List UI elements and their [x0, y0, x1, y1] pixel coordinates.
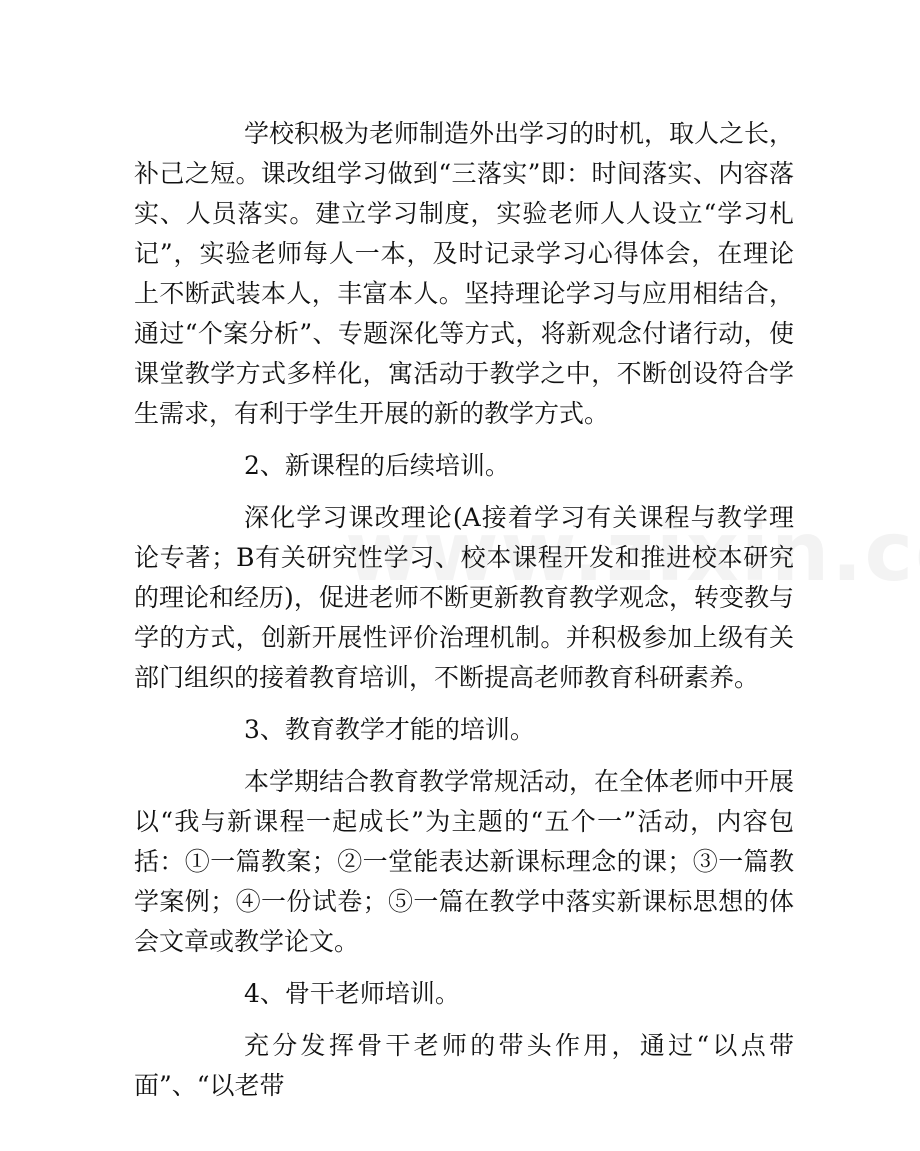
section-heading-2: 2、新课程的后续培训。 [244, 451, 510, 480]
body-paragraph: 充分发挥骨干老师的带头作用，通过“以点带面”、“以老带 [134, 1031, 794, 1100]
body-paragraph: 学校积极为老师制造外出学习的时机，取人之长，补己之短。课改组学习做到“三落实”即：时间落实、内容落实、人员落实。建立学习制度，实验老师人人设立“学习札记”，实验老师每人一本，及时记录学习心得体会，在理论上不断武装本人，丰富本人。坚持理论学习与应用相结合，通过“个案分析”、专题深化等方式，将新观念付诸行动，使课堂教学方式多样化，寓活动于教学之中，不断创设符合学生需求，有利于学生开展的新的教学方式。 [134, 119, 795, 428]
section-heading-4: 4、骨干老师培训。 [244, 979, 460, 1008]
document-body [134, 114, 794, 1106]
body-paragraph: 本学期结合教育教学常规活动，在全体老师中开展以“我与新课程一起成长”为主题的“五个一”活动，内容包括：①一篇教案；②一堂能表达新课标理念的课；③一篇教学案例；④一份试卷；⑤一篇在教学中落实新课标思想的体会文章或教学论文。 [134, 767, 795, 956]
section-heading-3: 3、教育教学才能的培训。 [244, 715, 535, 744]
body-paragraph: 深化学习课改理论(A接着学习有关课程与教学理论专著；B有关研究性学习、校本课程开发和推进校本研究的理论和经历)，促进老师不断更新教育教学观念，转变教与学的方式，创新开展性评价治理机制。并积极参加上级有关部门组织的接着教育培训，不断提高老师教育科研素养。 [134, 503, 794, 692]
